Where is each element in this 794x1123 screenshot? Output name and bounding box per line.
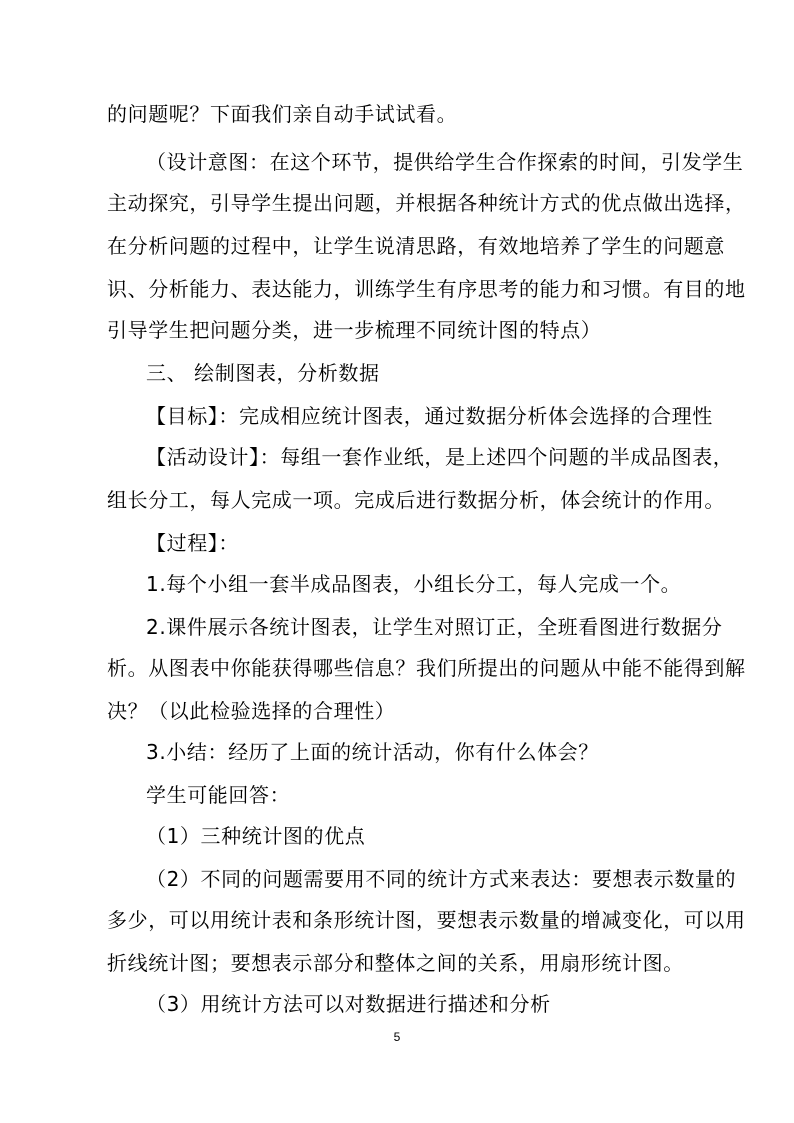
text-line: 引导学生把问题分类，进一步梳理不同统计图的特点）: [107, 318, 602, 342]
text-line: （2）不同的问题需要用不同的统计方式来表达：要想表示数量的: [146, 867, 737, 891]
text-line: （设计意图：在这个环节，提供给学生合作探索的时间，引发学生: [146, 150, 744, 174]
page-number: 5: [393, 1030, 401, 1044]
section-heading: 三、 绘制图表，分析数据: [146, 361, 380, 385]
text-line: 多少，可以用统计表和条形统计图，要想表示数量的增减变化，可以用: [107, 908, 746, 932]
text-line: 析。从图表中你能获得哪些信息？我们所提出的问题从中能不能得到解: [107, 656, 746, 680]
text-line: 学生可能回答：: [146, 783, 291, 807]
text-line: 【活动设计】：每组一套作业纸，是上述四个问题的半成品图表，: [146, 445, 734, 469]
text-line: 主动探究，引导学生提出问题，并根据各种统计方式的优点做出选择，: [107, 191, 746, 215]
text-line: 【过程】：: [146, 531, 239, 555]
text-line: 3.小结：经历了上面的统计活动，你有什么体会？: [146, 740, 599, 764]
text-line: 的问题呢？下面我们亲自动手试试看。: [107, 102, 458, 126]
text-line: （1）三种统计图的优点: [146, 824, 366, 848]
text-line: （3）用统计方法可以对数据进行描述和分析: [146, 992, 551, 1016]
text-line: 2.课件展示各统计图表，让学生对照订正，全班看图进行数据分: [146, 615, 723, 639]
text-line: 【目标】：完成相应统计图表，通过数据分析体会选择的合理性: [146, 404, 713, 428]
text-line: 折线统计图；要想表示部分和整体之间的关系，用扇形统计图。: [107, 951, 684, 975]
text-line: 组长分工，每人完成一项。完成后进行数据分析，体会统计的作用。: [107, 488, 725, 512]
text-line: 在分析问题的过程中，让学生说清思路，有效地培养了学生的问题意: [107, 234, 725, 258]
text-line: 决？（以此检验选择的合理性）: [107, 699, 396, 723]
text-line: 1.每个小组一套半成品图表，小组长分工，每人完成一个。: [146, 572, 682, 596]
text-line: 识、分析能力、表达能力，训练学生有序思考的能力和习惯。有目的地: [107, 277, 746, 301]
